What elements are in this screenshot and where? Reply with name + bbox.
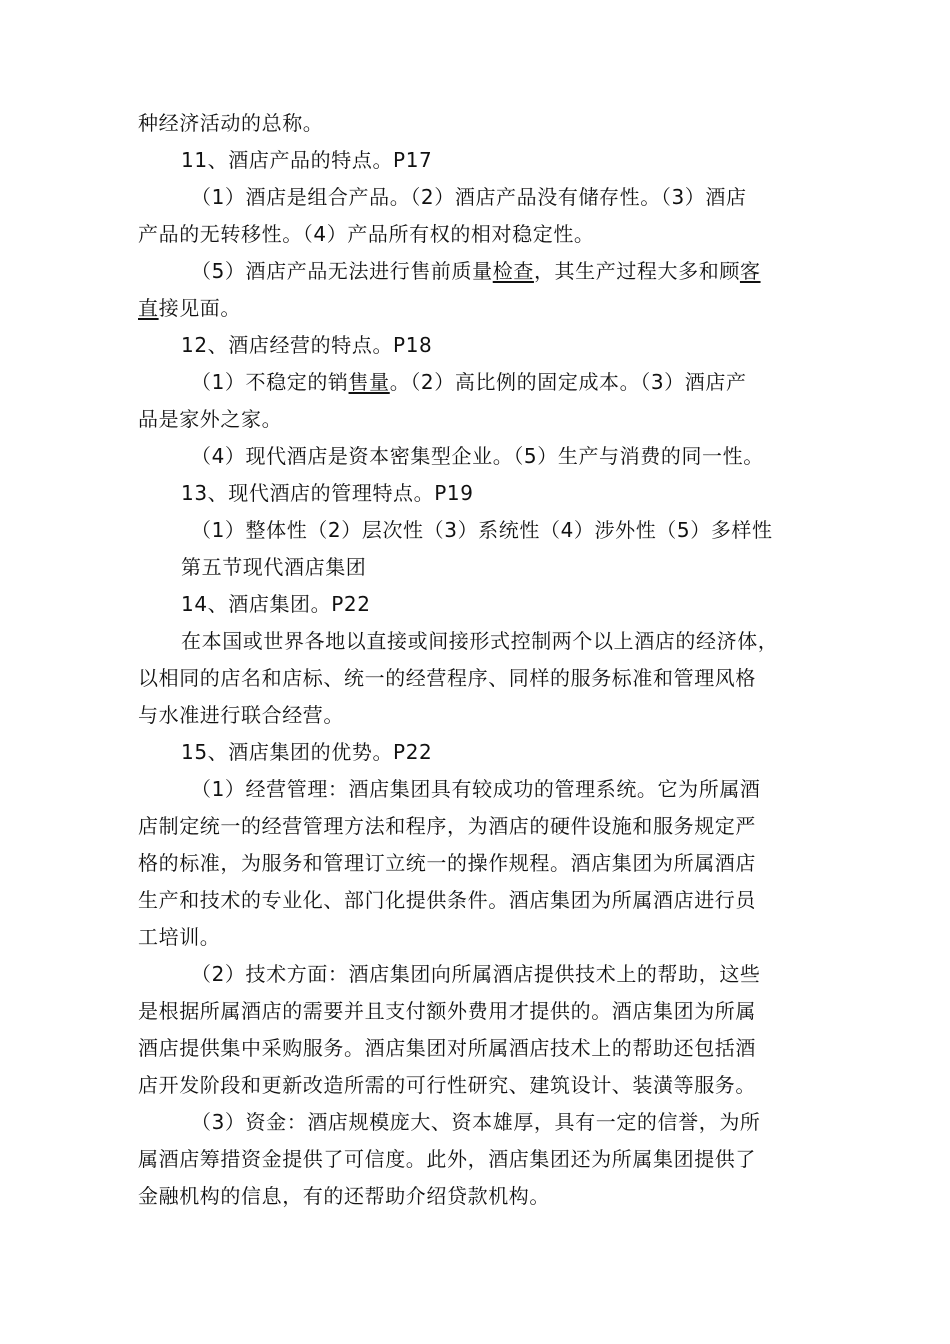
text-line: （2）技术方面：酒店集团向所属酒店提供技术上的帮助，这些 — [191, 962, 761, 986]
section-heading-11: 11、酒店产品的特点。P17 — [181, 148, 433, 172]
text-line: （1）酒店是组合产品。（2）酒店产品没有储存性。（3）酒店 — [191, 185, 747, 209]
text-line: 产品的无转移性。（4）产品所有权的相对稳定性。 — [138, 222, 595, 246]
underlined-text: 客 — [739, 259, 761, 283]
text-line: 格的标准，为服务和管理订立统一的操作规程。酒店集团为所属酒店 — [138, 851, 756, 875]
section-heading-12: 12、酒店经营的特点。P18 — [181, 333, 433, 357]
text-line: 品是家外之家。 — [138, 407, 283, 431]
text-line: 生产和技术的专业化、部门化提供条件。酒店集团为所属酒店进行员 — [138, 888, 756, 912]
text-line: 酒店提供集中采购服务。酒店集团对所属酒店技术上的帮助还包括酒 — [138, 1036, 756, 1060]
text-line — [191, 369, 747, 395]
text-span: 。（2）高比例的固定成本。（3）酒店产 — [389, 370, 747, 394]
text-line: 在本国或世界各地以直接或间接形式控制两个以上酒店的经济体， — [181, 629, 779, 653]
section-heading-15: 15、酒店集团的优势。P22 — [181, 740, 433, 764]
text-line: （4）现代酒店是资本密集型企业。（5）生产与消费的同一性。 — [191, 444, 764, 468]
text-line: 种经济活动的总称。 — [138, 111, 324, 135]
text-line — [138, 295, 241, 321]
text-line: 与水准进行联合经营。 — [138, 703, 344, 727]
subsection-title: 第五节现代酒店集团 — [181, 555, 367, 579]
text-line: 以相同的店名和店标、统一的经营程序、同样的服务标准和管理风格 — [138, 666, 756, 690]
text-span: （5）酒店产品无法进行售前质量 — [191, 259, 493, 283]
text-line: 工培训。 — [138, 925, 221, 949]
text-line: （3）资金：酒店规模庞大、资本雄厚，具有一定的信誉，为所 — [191, 1110, 761, 1134]
text-line: （1）整体性（2）层次性（3）系统性（4）涉外性（5）多样性 — [191, 518, 773, 542]
text-line: 属酒店筹措资金提供了可信度。此外，酒店集团还为所属集团提供了 — [138, 1147, 756, 1171]
section-heading-14: 14、酒店集团。P22 — [181, 592, 371, 616]
underlined-text: 直 — [138, 296, 159, 320]
text-line: 店开发阶段和更新改造所需的可行性研究、建筑设计、装潢等服务。 — [138, 1073, 756, 1097]
text-line: 店制定统一的经营管理方法和程序，为酒店的硬件设施和服务规定严 — [138, 814, 756, 838]
underlined-text: 检查 — [492, 259, 534, 283]
section-heading-13: 13、现代酒店的管理特点。P19 — [181, 481, 474, 505]
text-span: 接见面。 — [158, 296, 242, 320]
text-line — [191, 258, 761, 284]
text-line: 金融机构的信息，有的还帮助介绍贷款机构。 — [138, 1184, 550, 1208]
underlined-text: 售量 — [348, 370, 390, 394]
text-line: （1）经营管理：酒店集团具有较成功的管理系统。它为所属酒 — [191, 777, 761, 801]
text-line: 是根据所属酒店的需要并且支付额外费用才提供的。酒店集团为所属 — [138, 999, 756, 1023]
text-span: ，其生产过程大多和顾 — [533, 259, 740, 283]
text-span: （1）不稳定的销 — [191, 370, 349, 394]
